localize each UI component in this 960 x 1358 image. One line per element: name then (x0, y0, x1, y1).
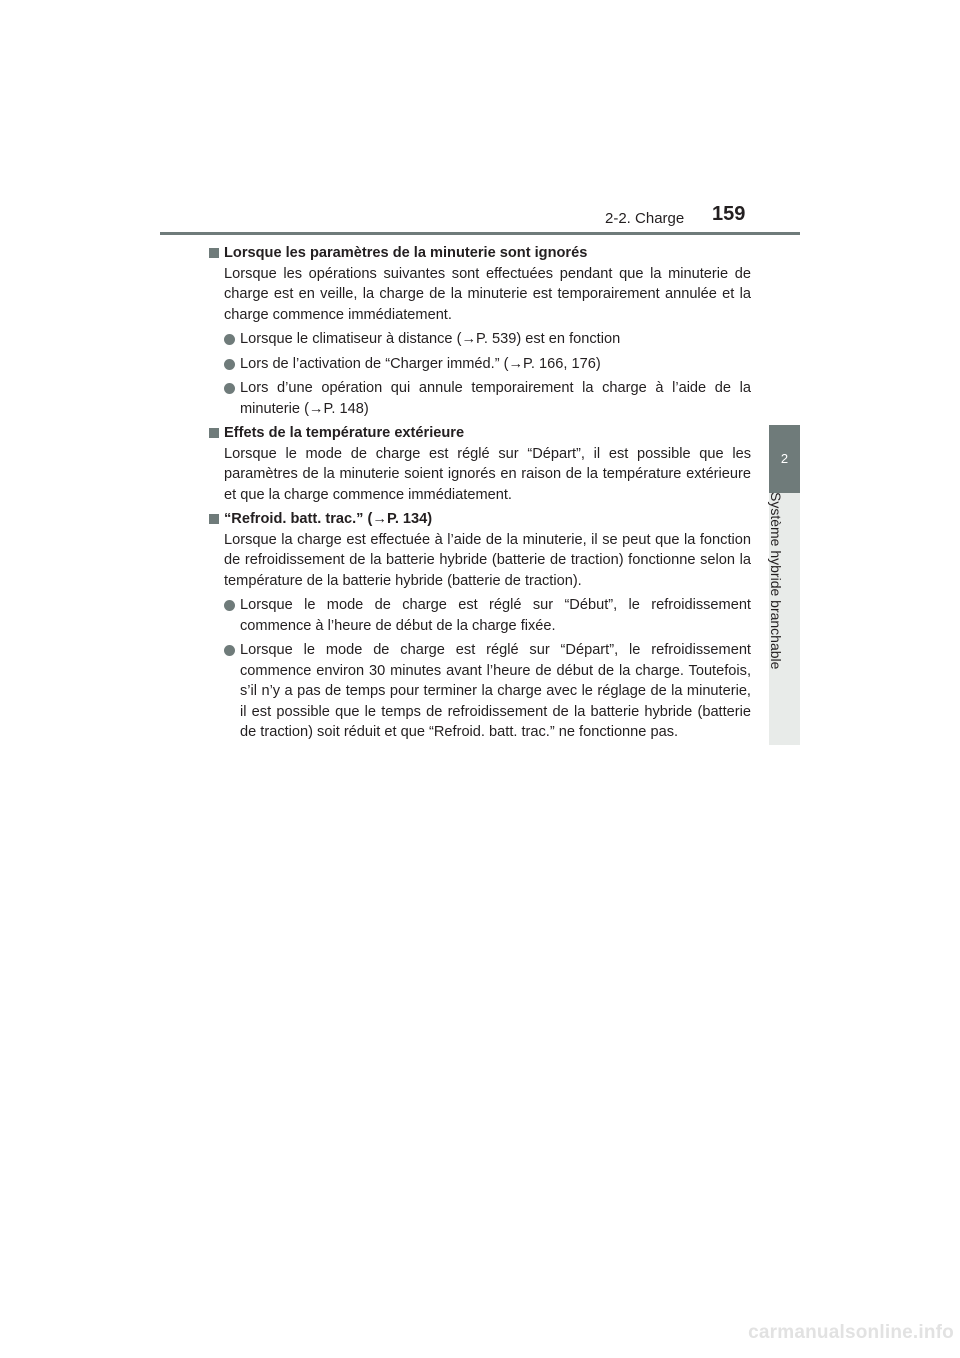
list-item (208, 378, 751, 419)
heading-text: Effets de la température extérieure (224, 425, 465, 441)
list-item (208, 595, 751, 636)
chapter-title: Système hybride branchable (768, 492, 784, 670)
paragraph: Lorsque le mode de charge est réglé sur “Départ”, il est possible que les paramètres de la minuterie soient ignorés en raison de la température extérieure et que la charge commence immédiatement. (224, 445, 751, 503)
round-bullet-icon (224, 383, 235, 394)
round-bullet-icon (224, 334, 235, 345)
heading-text: “Refroid. batt. trac.” (→P. 134) (224, 511, 433, 527)
section-title: 2-2. Charge (605, 210, 685, 227)
list-item-text: Lorsque le mode de charge est réglé sur “Départ”, le refroidissement commence environ 30 minutes avant l’heure de début de la charge. Toutefois, s’il n’y a pas de temps pour terminer la charge avec le réglage de la minuterie, il est possible que le temps de refroidissement de la batterie hybride (batterie de traction) soit réduit et que “Refroid. batt. trac.” ne fonctionne pas. (240, 642, 751, 740)
paragraph: Lorsque la charge est effectuée à l’aide de la minuterie, il se peut que la fonction de refroidissement de la batterie hybride (batterie de traction) fonctionne selon la température de la batterie hybride (batterie de traction). (224, 531, 751, 589)
square-bullet-icon (209, 428, 219, 438)
list-item (208, 354, 751, 375)
section-heading (208, 423, 751, 444)
paragraph: Lorsque les opérations suivantes sont effectuées pendant que la minuterie de charge est en veille, la charge de la minuterie est temporairement annulée et la charge commence immédiatement. (224, 265, 751, 323)
round-bullet-icon (224, 359, 235, 370)
section-heading (208, 509, 751, 530)
round-bullet-icon (224, 600, 235, 611)
content-body (208, 240, 751, 747)
square-bullet-icon (209, 514, 219, 524)
watermark: carmanualsonline.info (748, 1322, 954, 1343)
heading-text: Lorsque les paramètres de la minuterie sont ignorés (224, 245, 588, 261)
list-item (208, 329, 751, 350)
list-item (208, 640, 751, 743)
page-number: 159 (712, 203, 746, 225)
section-heading (208, 243, 751, 264)
list-item-text: Lors de l’activation de “Charger imméd.” (→P. 166, 176) (240, 355, 601, 372)
chapter-tab: 2 (769, 425, 800, 493)
list-item-text: Lors d’une opération qui annule temporairement la charge à l’aide de la minuterie (→P. 148) (240, 380, 751, 417)
list-item-text: Lorsque le climatiseur à distance (→P. 539) est en fonction (240, 331, 621, 347)
header-rule (160, 232, 800, 235)
square-bullet-icon (209, 248, 219, 258)
list-item-text: Lorsque le mode de charge est réglé sur “Début”, le refroidissement commence à l’heure de début de la charge fixée. (240, 597, 751, 634)
round-bullet-icon (224, 645, 235, 656)
